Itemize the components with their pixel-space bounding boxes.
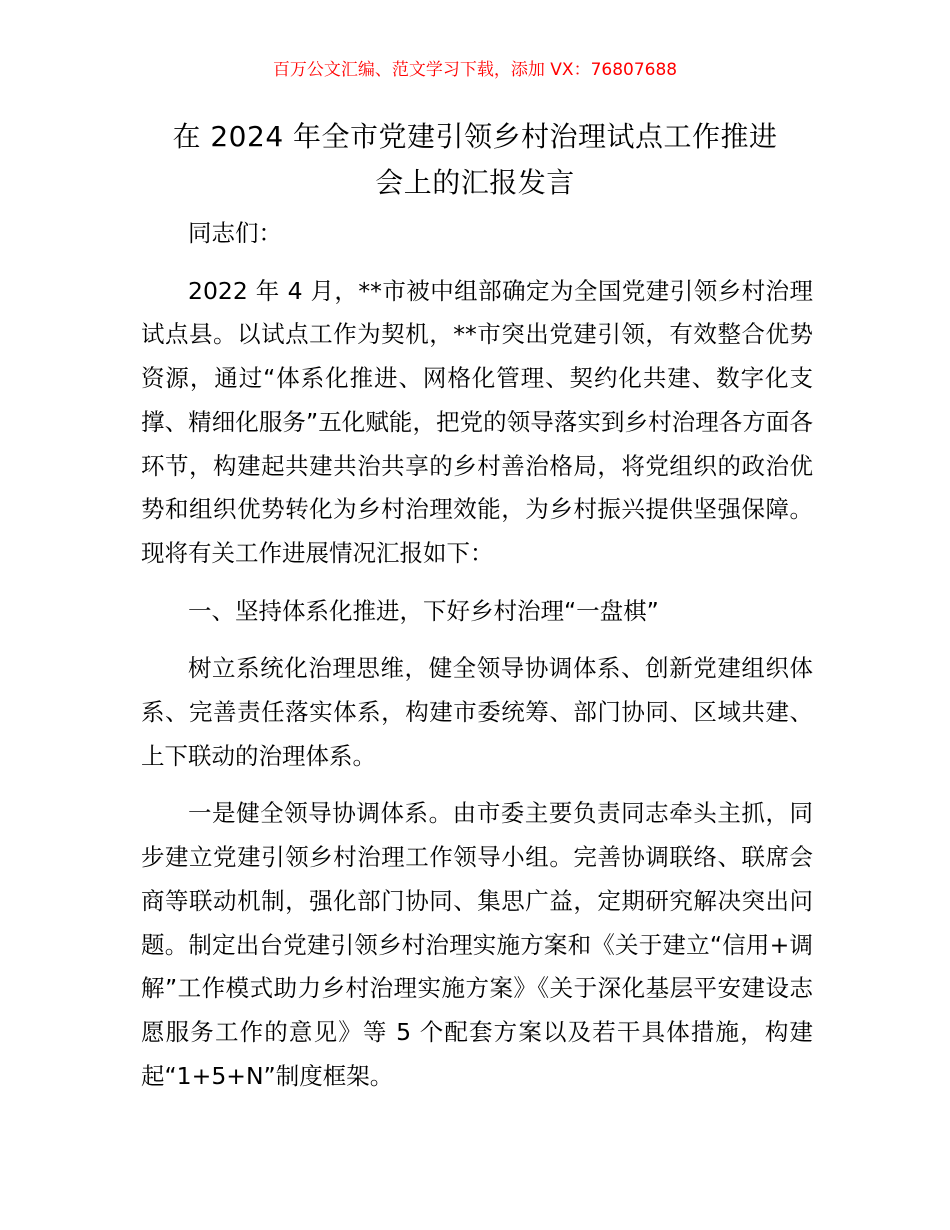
- section-heading-1: 一、坚持体系化推进，下好乡村治理“一盘棋”: [188, 596, 659, 625]
- paragraph-section-1: 树立系统化治理思维，健全领导协调体系、创新党建组织体系、完善责任落实体系，构建市委统筹、部门协同、区域共建、上下联动的治理体系。: [141, 654, 813, 770]
- paragraph-leadership: 一是健全领导协调体系。由市委主要负责同志牵头主抓，同步建立党建引领乡村治理工作领导小组。完善协调联络、联席会商等联动机制，强化部门协同、集思广益，定期研究解决突出问题。制定出台党建引领乡村治理实施方案和《关于建立“信用+调解”工作模式助力乡村治理实施方案》《关于深化基层平安建设志愿服务工作的意见》等 5 个配套方案以及若干具体措施，构建起“1+5+N”制度框架。: [141, 799, 813, 1090]
- title-line-2: 会上的汇报发言: [375, 166, 575, 199]
- salutation: 同志们：: [188, 219, 282, 247]
- title-line-1: 在 2024 年全市党建引领乡村治理试点工作推进: [172, 120, 778, 153]
- document-body: [141, 212, 813, 1112]
- document-title: [120, 114, 830, 206]
- paragraph-intro: 2022 年 4 月，**市被中组部确定为全国党建引领乡村治理试点县。以试点工作为契机，**市突出党建引领，有效整合优势资源，通过“体系化推进、网格化管理、契约化共建、数字化支撑、精细化服务”五化赋能，把党的领导落实到乡村治理各方面各环节，构建起共建共治共享的乡村善治格局，将党组织的政治优势和组织优势转化为乡村治理效能，为乡村振兴提供坚强保障。现将有关工作进展情况汇报如下：: [141, 276, 813, 567]
- header-watermark-text: 百万公文汇编、范文学习下载，添加 VX：76807688: [272, 60, 678, 80]
